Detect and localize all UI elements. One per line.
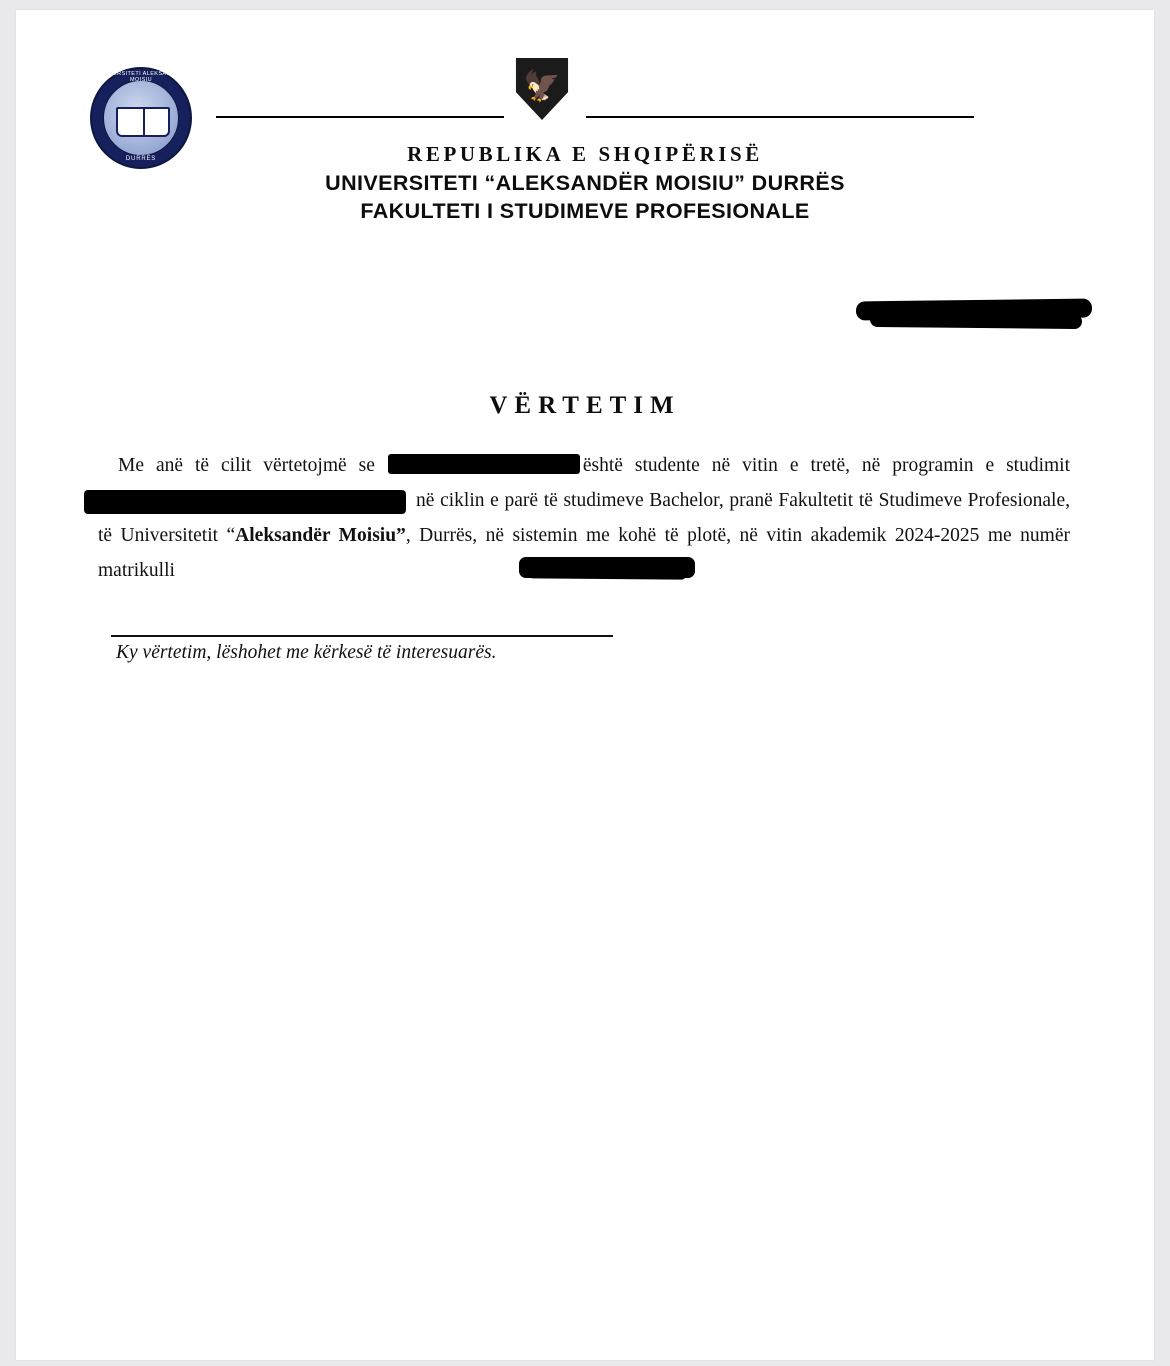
- body-part-3: në ciklin e parë të studimeve Bachelor, pranë Fakultetit të Studimeve Profesionale, të Universitetit “: [98, 490, 1070, 546]
- seal-top-text: UNIVERSITETI ALEKSANDER MOISIU: [98, 71, 184, 83]
- body-part-4: , Durrës, në sistemin me kohë të plotë, në vitin akademik 2024-2025 me numër matrikulli: [98, 525, 1070, 581]
- faculty-line: FAKULTETI I STUDIMEVE PROFESIONALE: [360, 199, 810, 223]
- body-part-1: Me anë të cilit vërtetojmë se: [118, 455, 375, 476]
- redaction-study-program: [84, 490, 406, 514]
- redaction-top-right-2: [870, 312, 1082, 329]
- open-book-icon: [116, 107, 170, 137]
- double-headed-eagle-icon: 🦅: [523, 70, 561, 103]
- page-title: VËRTETIM: [489, 392, 681, 419]
- signature-rule: [111, 635, 613, 637]
- document-header: [16, 10, 1154, 250]
- university-line: UNIVERSITETI “ALEKSANDËR MOISIU” DURRËS: [325, 171, 845, 195]
- redaction-student-name: [388, 454, 580, 474]
- header-rule-left: [216, 116, 504, 118]
- document-page: [16, 10, 1154, 1360]
- header-rule-right: [586, 116, 974, 118]
- organization-titles: [16, 142, 1154, 224]
- seal-bottom-text: DURRËS: [125, 156, 157, 162]
- albanian-state-emblem-icon: [511, 58, 573, 120]
- republic-line: REPUBLIKA E SHQIPËRISË: [407, 142, 763, 166]
- institution-name: Aleksandër Moisiu”: [235, 525, 406, 546]
- body-part-2: është studente në vitin e tretë, në programin e studimit: [582, 455, 1071, 476]
- redaction-matriculation-number-stroke: [528, 569, 686, 579]
- footer-note: Ky vërtetim, lëshohet me kërkesë të interesuarës.: [116, 642, 497, 663]
